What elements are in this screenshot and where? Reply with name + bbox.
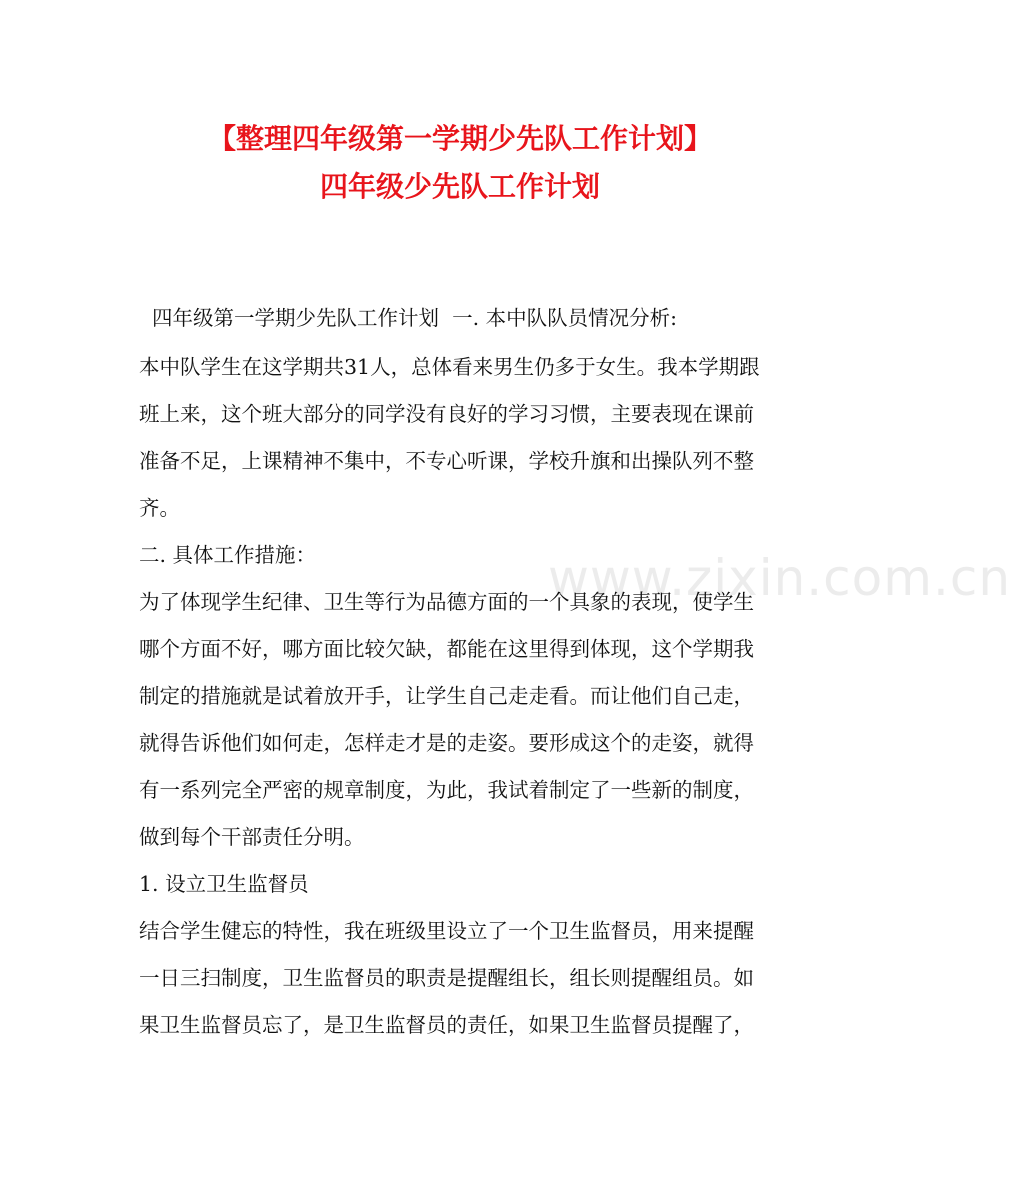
paragraph-line: 准备不足，上课精神不集中，不专心听课，学校升旗和出操队列不整 bbox=[139, 449, 754, 473]
paragraph-line: 哪个方面不好，哪方面比较欠缺，都能在这里得到体现，这个学期我 bbox=[139, 637, 754, 661]
paragraph-line: 一日三扫制度，卫生监督员的职责是提醒组长，组长则提醒组员。如 bbox=[139, 966, 754, 990]
watermark: www.zixin.com.cn bbox=[548, 549, 1011, 607]
section-heading: 1. 设立卫生监督员 bbox=[139, 872, 309, 896]
document-title: 【整理四年级第一学期少先队工作计划】 bbox=[207, 122, 712, 155]
paragraph-line: 制定的措施就是试着放开手，让学生自己走走看。而让他们自己走， bbox=[139, 684, 754, 708]
paragraph-line: 果卫生监督员忘了，是卫生监督员的责任，如果卫生监督员提醒了， bbox=[139, 1013, 754, 1037]
section-heading: 二. 具体工作措施： bbox=[139, 543, 317, 567]
paragraph-line: 结合学生健忘的特性，我在班级里设立了一个卫生监督员，用来提醒 bbox=[139, 919, 754, 943]
paragraph-line: 就得告诉他们如何走，怎样走才是的走姿。要形成这个的走姿，就得 bbox=[139, 731, 754, 755]
paragraph-line: 齐。 bbox=[139, 496, 180, 520]
paragraph-line: 为了体现学生纪律、卫生等行为品德方面的一个具象的表现，使学生 bbox=[139, 590, 754, 614]
paragraph-line: 班上来，这个班大部分的同学没有良好的学习习惯，主要表现在课前 bbox=[139, 402, 754, 426]
document-subtitle: 四年级少先队工作计划 bbox=[319, 170, 600, 203]
paragraph-line: 有一系列完全严密的规章制度，为此，我试着制定了一些新的制度， bbox=[139, 778, 754, 802]
paragraph-line: 做到每个干部责任分明。 bbox=[139, 825, 365, 849]
paragraph-line: 四年级第一学期少先队工作计划 一. 本中队队员情况分析: bbox=[139, 306, 678, 330]
paragraph-line: 本中队学生在这学期共31人，总体看来男生仍多于女生。我本学期跟 bbox=[139, 355, 760, 379]
